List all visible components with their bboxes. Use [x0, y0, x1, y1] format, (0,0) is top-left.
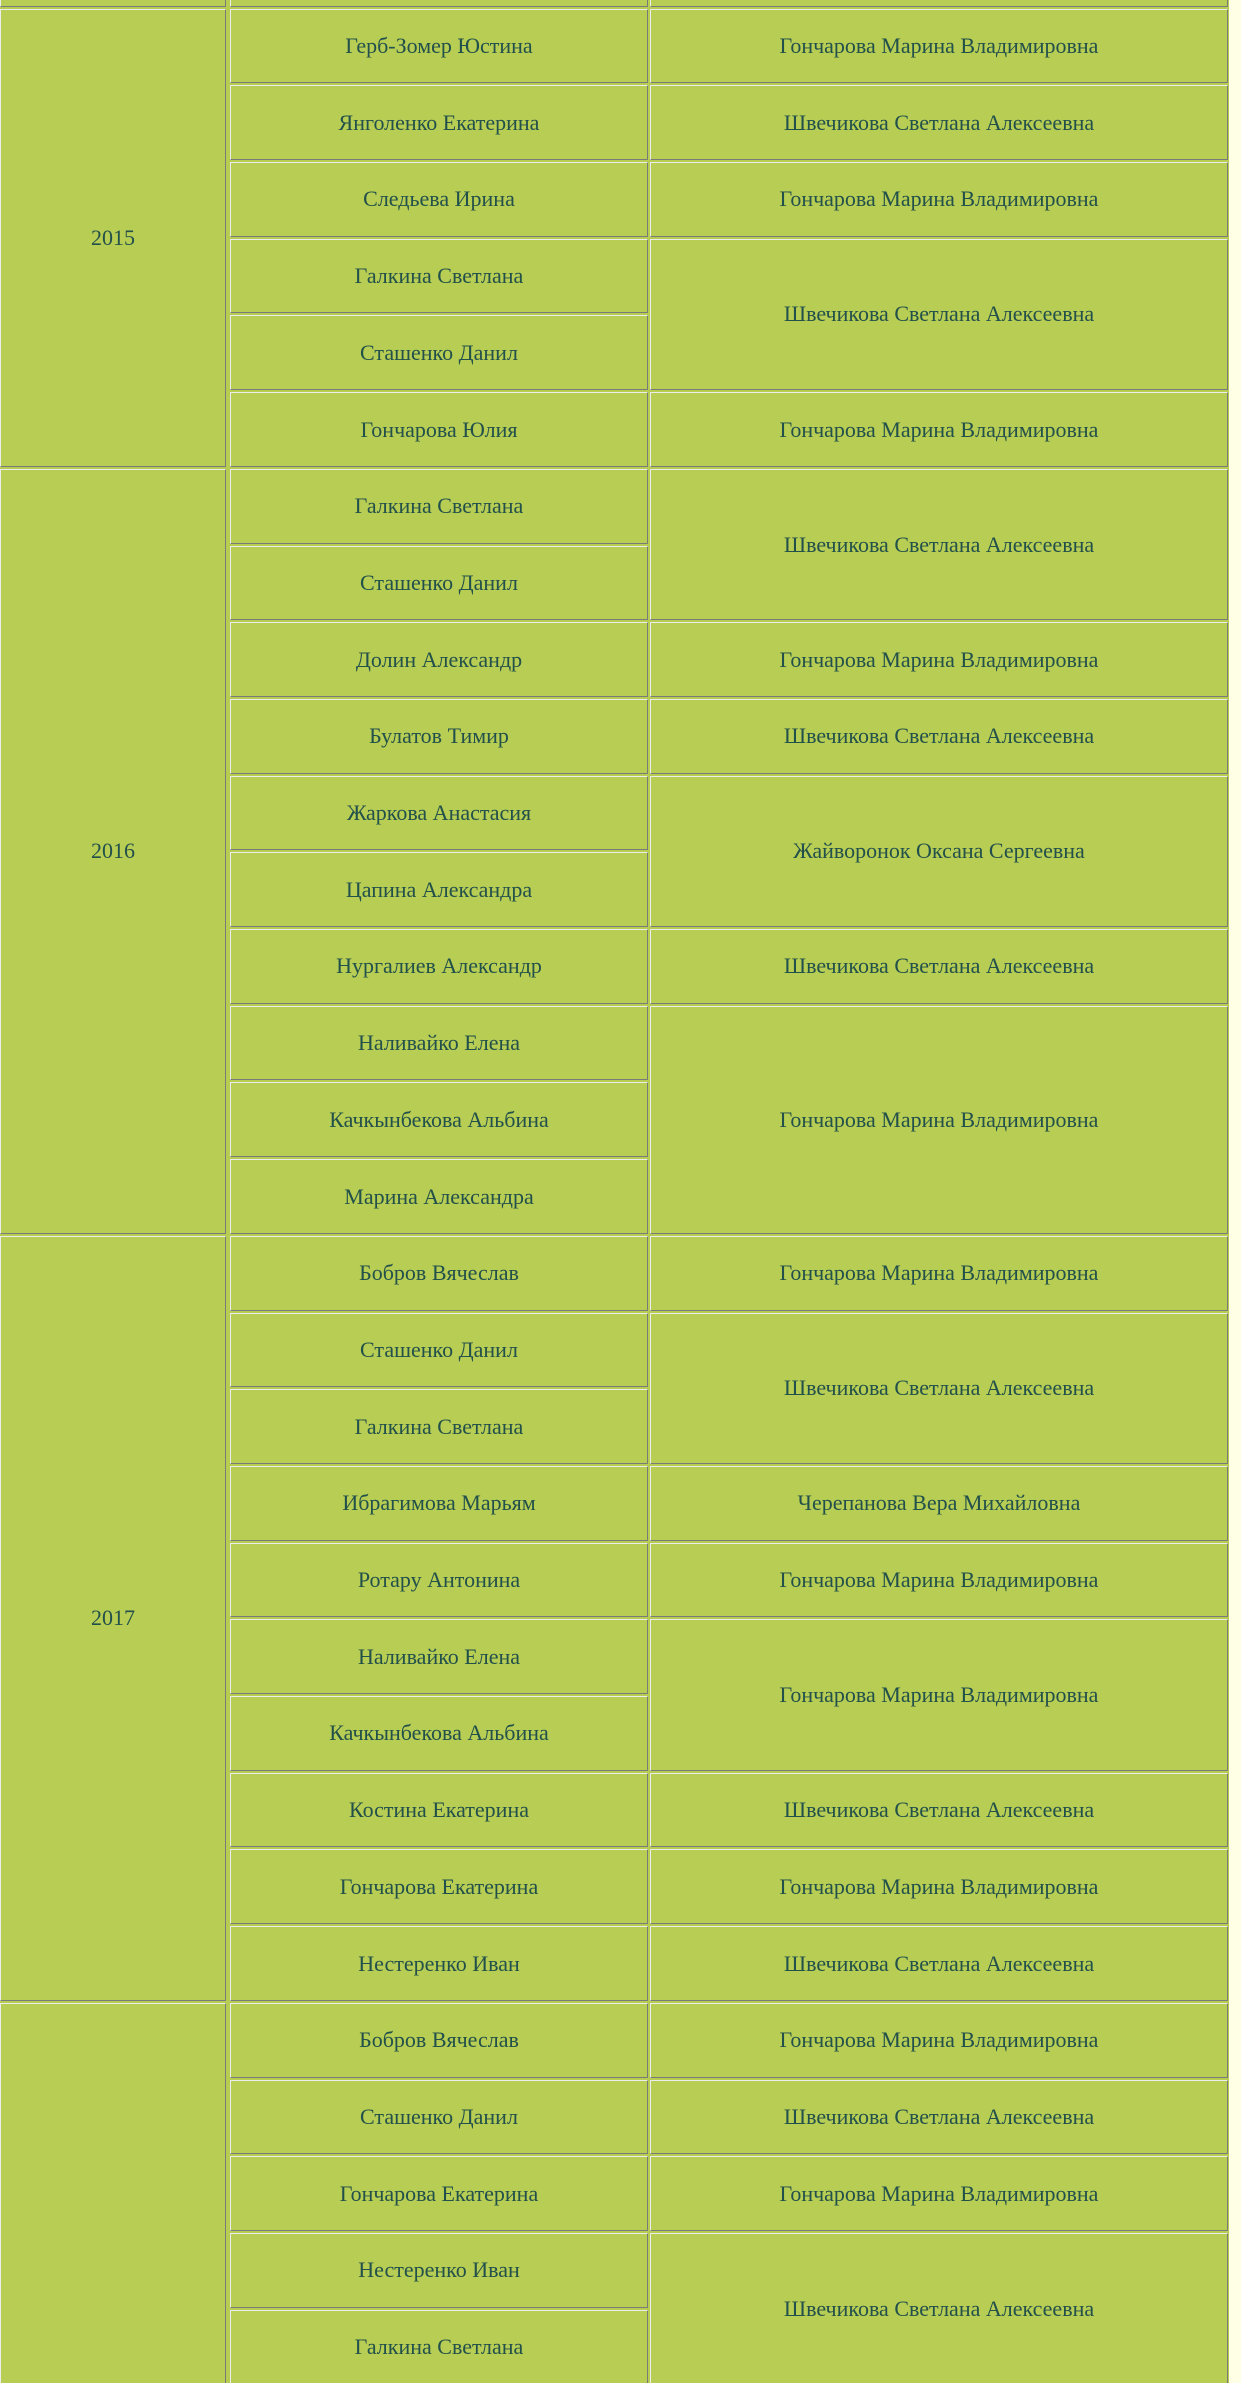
table-row-partial-teacher [650, 0, 1228, 7]
student-name-cell: Нестеренко Иван [230, 1926, 648, 2001]
student-name-cell: Гончарова Юлия [230, 392, 648, 467]
year-cell-empty [0, 2003, 226, 2383]
student-name-cell: Наливайко Елена [230, 1006, 648, 1081]
student-name-cell: Долин Александр [230, 622, 648, 697]
student-name-cell: Сташенко Данил [230, 1313, 648, 1388]
teacher-name-cell: Швечикова Светлана Алексеевна [650, 699, 1228, 774]
student-name-cell: Булатов Тимир [230, 699, 648, 774]
student-name-cell: Гончарова Екатерина [230, 1849, 648, 1924]
teacher-name-cell: Швечикова Светлана Алексеевна [650, 469, 1228, 620]
teacher-name-cell: Швечикова Светлана Алексеевна [650, 1313, 1228, 1464]
student-name-cell: Гончарова Екатерина [230, 2156, 648, 2231]
year-cell: 2017 [0, 1236, 226, 2001]
teacher-name-cell: Черепанова Вера Михайловна [650, 1466, 1228, 1541]
student-name-cell: Нургалиев Александр [230, 929, 648, 1004]
student-name-cell: Ибрагимова Марьям [230, 1466, 648, 1541]
teacher-name-cell: Гончарова Марина Владимировна [650, 2156, 1228, 2231]
student-name-cell: Цапина Александра [230, 852, 648, 927]
student-name-cell: Жаркова Анастасия [230, 776, 648, 851]
student-name-cell: Ротару Антонина [230, 1543, 648, 1618]
student-name-cell: Сташенко Данил [230, 546, 648, 621]
table-row-partial-student [230, 0, 648, 7]
teacher-name-cell: Гончарова Марина Владимировна [650, 162, 1228, 237]
teacher-name-cell: Швечикова Светлана Алексеевна [650, 929, 1228, 1004]
teacher-name-cell: Швечикова Светлана Алексеевна [650, 1926, 1228, 2001]
student-name-cell: Сташенко Данил [230, 2080, 648, 2155]
teacher-name-cell: Гончарова Марина Владимировна [650, 1849, 1228, 1924]
table-row-partial-year [0, 0, 226, 7]
student-name-cell: Галкина Светлана [230, 239, 648, 314]
student-name-cell: Галкина Светлана [230, 1389, 648, 1464]
teacher-name-cell: Гончарова Марина Владимировна [650, 1619, 1228, 1770]
teacher-name-cell: Гончарова Марина Владимировна [650, 392, 1228, 467]
student-name-cell: Следьева Ирина [230, 162, 648, 237]
teacher-name-cell: Швечикова Светлана Алексеевна [650, 1773, 1228, 1848]
teacher-name-cell: Гончарова Марина Владимировна [650, 1236, 1228, 1311]
teacher-name-cell: Гончарова Марина Владимировна [650, 9, 1228, 84]
teacher-name-cell: Швечикова Светлана Алексеевна [650, 239, 1228, 390]
student-name-cell: Качкынбекова Альбина [230, 1082, 648, 1157]
teacher-name-cell: Швечикова Светлана Алексеевна [650, 2233, 1228, 2383]
student-name-cell: Герб-Зомер Юстина [230, 9, 648, 84]
teacher-name-cell: Гончарова Марина Владимировна [650, 2003, 1228, 2078]
teacher-name-cell: Швечикова Светлана Алексеевна [650, 85, 1228, 160]
teacher-name-cell: Гончарова Марина Владимировна [650, 1006, 1228, 1234]
student-name-cell: Бобров Вячеслав [230, 2003, 648, 2078]
teacher-name-cell: Жайворонок Оксана Сергеевна [650, 776, 1228, 927]
year-cell: 2016 [0, 469, 226, 1234]
student-name-cell: Марина Александра [230, 1159, 648, 1234]
student-name-cell: Качкынбекова Альбина [230, 1696, 648, 1771]
student-name-cell: Бобров Вячеслав [230, 1236, 648, 1311]
student-name-cell: Нестеренко Иван [230, 2233, 648, 2308]
year-cell: 2015 [0, 9, 226, 467]
teacher-name-cell: Гончарова Марина Владимировна [650, 1543, 1228, 1618]
student-name-cell: Наливайко Елена [230, 1619, 648, 1694]
student-name-cell: Костина Екатерина [230, 1773, 648, 1848]
teacher-name-cell: Гончарова Марина Владимировна [650, 622, 1228, 697]
student-name-cell: Галкина Светлана [230, 469, 648, 544]
student-name-cell: Янголенко Екатерина [230, 85, 648, 160]
student-name-cell: Сташенко Данил [230, 315, 648, 390]
student-name-cell: Галкина Светлана [230, 2310, 648, 2383]
teacher-name-cell: Швечикова Светлана Алексеевна [650, 2080, 1228, 2155]
